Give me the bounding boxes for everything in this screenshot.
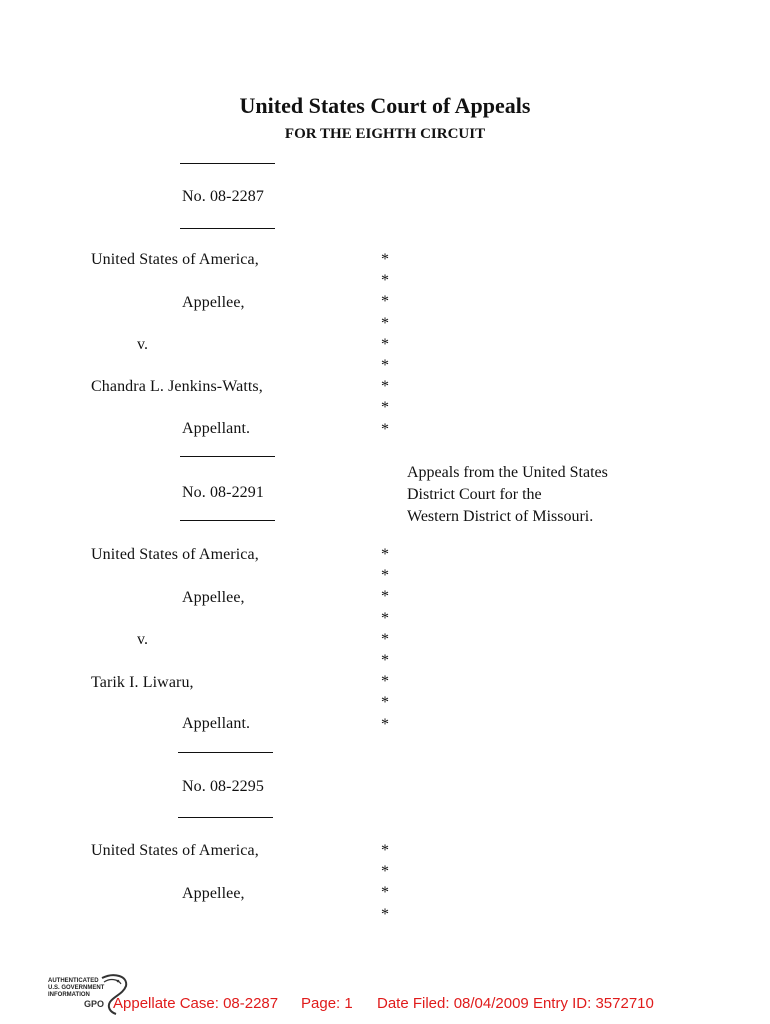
separator-star: *	[381, 567, 389, 585]
separator-star: *	[381, 314, 389, 332]
appeals-line: Western District of Missouri.	[407, 508, 594, 525]
separator-star: *	[381, 420, 389, 438]
case-number: No. 08-2287	[182, 188, 264, 205]
separator-star: *	[381, 652, 389, 669]
separator-star: *	[381, 673, 389, 691]
separator-star: *	[381, 694, 389, 712]
separator-star: *	[381, 293, 389, 311]
party-role: Appellee,	[182, 294, 245, 311]
party-role: Appellee,	[182, 589, 245, 606]
versus-label: v.	[137, 336, 149, 353]
separator-star: *	[381, 357, 389, 374]
separator-star: *	[381, 842, 389, 859]
separator-star: *	[381, 863, 389, 881]
divider	[180, 520, 275, 521]
footer-date-filed: Date Filed: 08/04/2009 Entry ID: 3572710	[377, 995, 654, 1012]
seal-line: U.S. GOVERNMENT	[48, 985, 105, 991]
seal-line: INFORMATION	[48, 992, 90, 998]
versus-label: v.	[137, 631, 149, 648]
divider	[178, 752, 273, 753]
party-role: Appellee,	[182, 885, 245, 902]
party-role: Appellant.	[182, 715, 251, 732]
appeals-from-note	[407, 462, 707, 528]
separator-star: *	[381, 399, 389, 417]
separator-star: *	[381, 609, 389, 627]
party-defendant: Chandra L. Jenkins-Watts,	[91, 378, 263, 395]
separator-star: *	[381, 546, 389, 563]
separator-star: *	[381, 588, 389, 606]
separator-star: *	[381, 251, 389, 268]
case-number: No. 08-2291	[182, 484, 264, 501]
court-title: United States Court of Appeals	[239, 93, 531, 118]
footer-page: Page: 1	[301, 995, 353, 1012]
case-number: No. 08-2295	[182, 778, 264, 795]
party-plaintiff: United States of America,	[91, 546, 259, 563]
separator-star: *	[381, 715, 389, 733]
separator-star: *	[381, 630, 389, 648]
party-plaintiff: United States of America,	[91, 251, 259, 268]
seal-line: AUTHENTICATED	[48, 978, 99, 984]
separator-star: *	[381, 272, 389, 290]
footer-case-number: Appellate Case: 08-2287	[113, 995, 279, 1012]
circuit-subtitle: FOR THE EIGHTH CIRCUIT	[284, 126, 486, 142]
appeals-line: District Court for the	[407, 486, 542, 503]
gpo-mark: GPO	[84, 999, 105, 1009]
party-defendant: Tarik I. Liwaru,	[91, 674, 194, 691]
party-plaintiff: United States of America,	[91, 842, 259, 859]
divider	[180, 163, 275, 164]
party-role: Appellant.	[182, 420, 251, 437]
divider	[178, 817, 273, 818]
appeals-line: Appeals from the United States	[407, 464, 608, 481]
separator-star: *	[381, 378, 389, 396]
separator-star: *	[381, 335, 389, 353]
separator-star: *	[381, 884, 389, 902]
separator-star: *	[381, 905, 389, 923]
divider	[180, 228, 275, 229]
divider	[180, 456, 275, 457]
